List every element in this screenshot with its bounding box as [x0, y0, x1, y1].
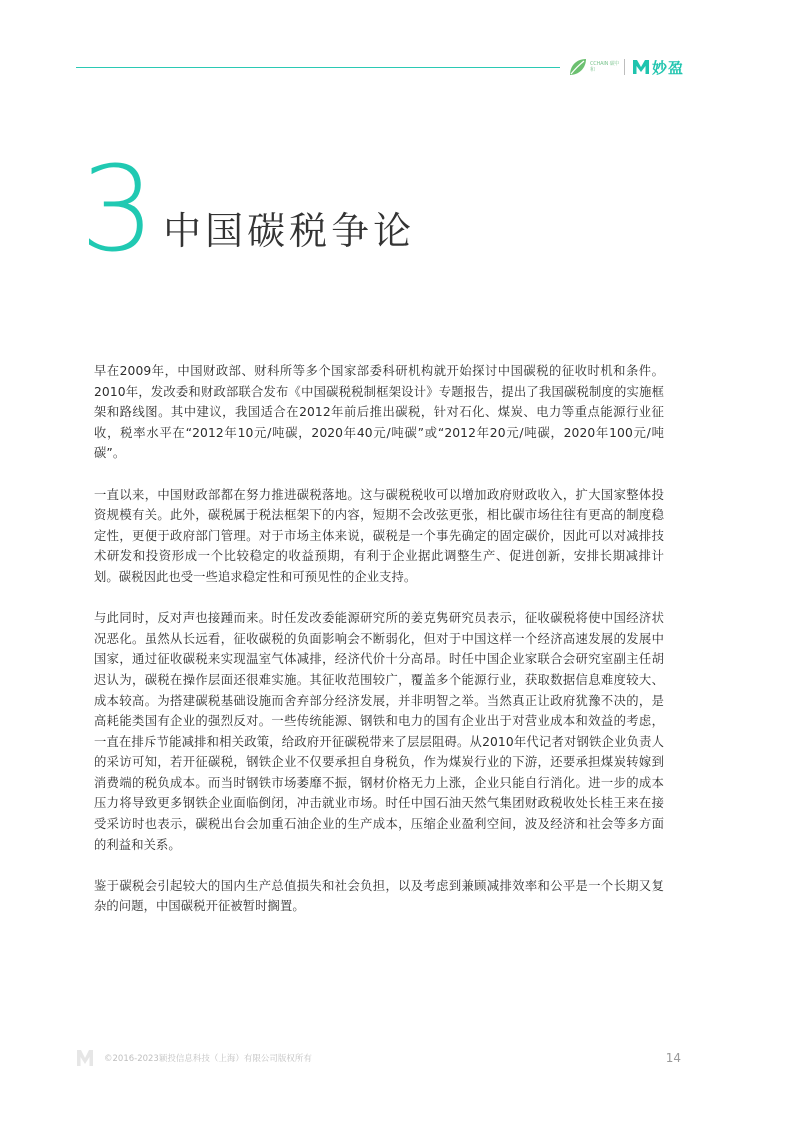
- paragraph: 与此同时，反对声也接踵而来。时任发改委能源研究所的姜克隽研究员表示，征收碳税将使中国经济状况恶化。虽然从长远看，征收碳税的负面影响会不断弱化，但对于中国这样一个经济高速发展的发展中国家，通过征收碳税来实现温室气体减排，经济代价十分高昂。时任中国企业家联合会研究室副主任胡迟认为，碳税在操作层面还很难实施。其征收范围较广，覆盖多个能源行业，获取数据信息难度较大、成本较高。为搭建碳税基础设施而舍弃部分经济发展，并非明智之举。当然真正让政府犹豫不决的，是高耗能类国有企业的强烈反对。一些传统能源、钢铁和电力的国有企业出于对营业成本和效益的考虑，一直在排斥节能减排和相关政策，给政府开征碳税带来了层层阻碍。从2010年代记者对钢铁企业负责人的采访可知，若开征碳税，钢铁企业不仅要承担自身税负，作为煤炭行业的下游，还要承担煤炭转嫁到消费端的税负成本。而当时钢铁市场萎靡不振，钢材价格无力上涨，企业只能自行消化。进一步的成本压力将导致更多钢铁企业面临倒闭，冲击就业市场。时任中国石油天然气集团财政税收处长桂王来在接受采访时也表示，碳税出台会加重石油企业的生产成本，压缩企业盈利空间，波及经济和社会等多方面的利益和关系。: [94, 611, 664, 852]
- leaf-logo-icon: [566, 56, 588, 78]
- chapter-number: 3: [80, 140, 156, 278]
- partner-logo-text: CCHAIN 碳中和: [590, 61, 620, 73]
- footer-copyright: ©2016-2023颖投信息科技（上海）有限公司版权所有: [104, 1054, 312, 1064]
- logo-divider: [624, 59, 625, 75]
- header-divider-line: [76, 67, 560, 68]
- paragraph: 早在2009年，中国财政部、财科所等多个国家部委科研机构就开始探讨中国碳税的征收时机和条件。2010年，发改委和财政部联合发布《中国碳税税制框架设计》专题报告，提出了我国碳税制度的实施框架和路线图。其中建议，我国适合在2012年前后推出碳税，针对石化、煤炭、电力等重点能源行业征收，税率水平在“2012年10元/吨碳，2020年40元/吨碳”或“2012年20元/吨碳，2020年100元/吨碳”。: [94, 364, 664, 461]
- chapter-title: 中国碳税争论: [163, 209, 416, 253]
- footer: [76, 1046, 681, 1070]
- m-brand-icon: [632, 59, 650, 75]
- paragraph: 一直以来，中国财政部都在努力推进碳税落地。这与碳税税收可以增加政府财政收入，扩大国家整体投资规模有关。此外，碳税属于税法框架下的内容，短期不会改弦更张，相比碳市场往往有更高的制度稳定性，更便于政府部门管理。对于市场主体来说，碳税是一个事先确定的固定碳价，因此可以对减排技术研发和投资形成一个比较稳定的收益预期，有利于企业据此调整生产、促进创新，安排长期减排计划。碳税因此也受一些追求稳定性和可预见性的企业支持。: [94, 487, 664, 584]
- brand-name: 妙盈: [652, 58, 685, 77]
- header-logos: [566, 52, 684, 82]
- footer-m-logo-icon: [76, 1049, 94, 1067]
- paragraph: 鉴于碳税会引起较大的国内生产总值损失和社会负担，以及考虑到兼顾减排效率和公平是一个长期又复杂的问题，中国碳税开征被暂时搁置。: [94, 878, 664, 914]
- page-number: 14: [665, 1051, 681, 1065]
- body-text: [94, 361, 664, 938]
- chapter-heading: [80, 140, 416, 278]
